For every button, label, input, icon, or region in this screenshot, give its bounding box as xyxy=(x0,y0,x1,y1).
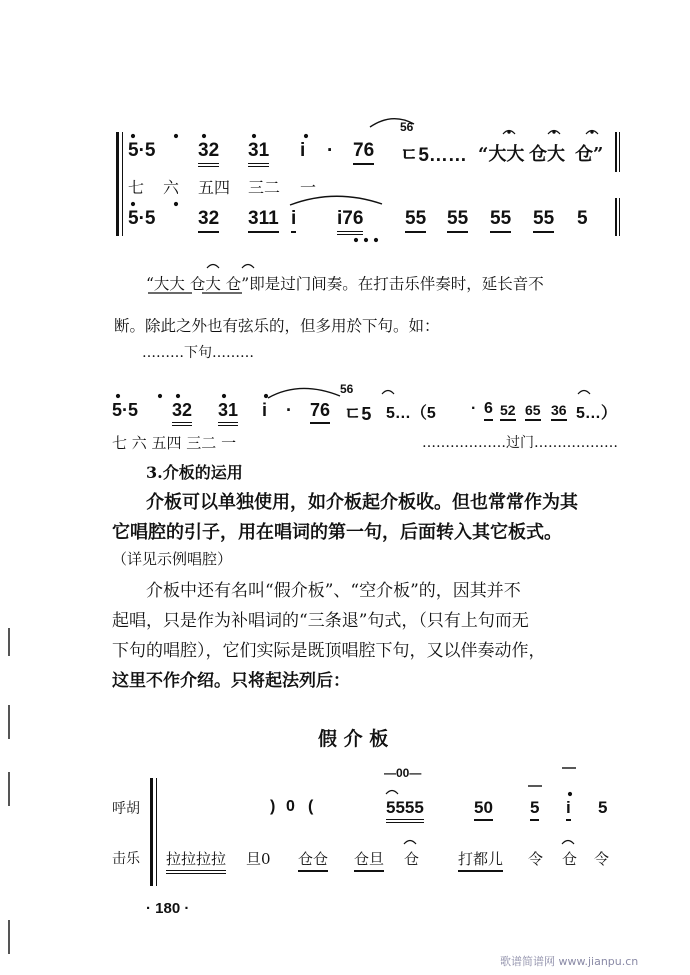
note-group: 5555 xyxy=(386,798,424,823)
note-group: ㄷ5 xyxy=(344,404,372,424)
lyric-syllable: 五四 xyxy=(198,178,231,197)
percussion-syllables: 旦0 xyxy=(246,850,271,868)
text-line: 这里不作介绍。只将起法列后： xyxy=(112,671,350,691)
lyric-syllable: 一 xyxy=(300,178,317,197)
lyric-syllable: 六 xyxy=(163,178,180,197)
instrument-label: 击乐 xyxy=(112,851,140,867)
octave-dot xyxy=(568,792,571,795)
text-line: 起唱，只是作为补唱词的“三条退”句式，（只有上句而无 xyxy=(112,611,529,631)
grace-note: 56 xyxy=(400,120,414,134)
note-group: 50 xyxy=(474,798,493,821)
note-group: 311 xyxy=(248,208,279,233)
note-group: 5 xyxy=(598,798,608,817)
note-group: 5 xyxy=(577,208,588,229)
example-title: 假 介 板 xyxy=(318,728,389,750)
note-group: 65 xyxy=(525,402,541,421)
text-line: 断。除此之外也有弦乐的，但多用於下句。如： xyxy=(114,317,440,335)
percussion-syllables: 仓 xyxy=(562,850,578,868)
note-group: 55 xyxy=(405,208,426,233)
percussion-syllables: “大大 xyxy=(478,144,525,165)
percussion-syllables: 仓 xyxy=(404,850,420,868)
note-group: 5·5 xyxy=(128,140,156,161)
note-group: 55 xyxy=(490,208,511,233)
note-group: i xyxy=(262,400,268,420)
note-group: i xyxy=(291,208,296,233)
note-group: · xyxy=(286,400,292,420)
text-line: “大大 仓大 仓”即是过门间奏。在打击乐伴奏时，延长音不 xyxy=(146,275,544,293)
note-group: 5·5 xyxy=(112,400,139,420)
fermata xyxy=(386,791,398,795)
note-group: 76 xyxy=(310,400,330,424)
note-group: i xyxy=(300,140,306,161)
note-group: 32 xyxy=(198,140,219,167)
text-line: 下句的唱腔），它们实际是既顶唱腔下句，又以伴奏动作， xyxy=(112,641,546,661)
note-group: 5·5 xyxy=(128,208,156,229)
note-group: i xyxy=(566,798,571,821)
interlude-label: ………………过门……………… xyxy=(422,435,618,451)
section-heading: 3.介板的运用 xyxy=(146,463,243,482)
text-line: ………下句……… xyxy=(142,345,254,361)
text-line: 介板可以单独使用，如介板起介板收。但也常常作为其 xyxy=(146,492,578,513)
percussion-syllables: 仓大 xyxy=(529,144,565,165)
note-group: ( xyxy=(308,798,314,815)
note-group: 6 xyxy=(484,400,493,421)
instrument-label: 呼胡 xyxy=(112,801,140,817)
percussion-syllables: 仓” xyxy=(575,144,604,165)
note-group: 32 xyxy=(198,208,219,233)
percussion-syllables: 仓旦 xyxy=(354,848,384,872)
percussion-syllables: 打都儿 xyxy=(458,848,503,872)
note-group: 32 xyxy=(172,400,192,426)
note-group: 36 xyxy=(551,402,567,421)
note-group: 31 xyxy=(218,400,238,426)
page-number: · 180 · xyxy=(146,900,190,917)
note-group: · xyxy=(471,400,477,417)
watermark: 歌谱简谱网 www.jianpu.cn xyxy=(500,955,639,968)
percussion-syllables: 令 xyxy=(594,850,610,868)
percussion-syllables: 拉拉拉拉 xyxy=(166,848,226,874)
note-group: ) xyxy=(270,798,276,815)
note-group: 31 xyxy=(248,140,269,167)
note-group: 76 xyxy=(353,140,374,165)
tremolo-mark: —00— xyxy=(384,766,422,780)
text-line: 介板中还有名叫“假介板”、“空介板”的，因其并不 xyxy=(146,581,521,601)
note-group: 5…（5 xyxy=(386,405,436,422)
percussion-syllables: 仓仓 xyxy=(298,848,328,872)
lyric-syllable: 七 xyxy=(128,178,145,197)
note-group: 0 xyxy=(286,798,295,815)
fermata xyxy=(404,841,416,845)
note-group: ㄷ5…… xyxy=(400,145,467,166)
note-group: 5…） xyxy=(576,405,617,422)
grace-note: 56 xyxy=(340,382,354,396)
lyric-syllable: 三二 xyxy=(248,178,281,197)
text-line: （详见示例唱腔） xyxy=(112,550,233,568)
note-group: 55 xyxy=(447,208,468,233)
lyric-line: 七 六 五四 三二 一 xyxy=(112,434,237,452)
note-group: 52 xyxy=(500,402,516,421)
note-group: · xyxy=(327,140,334,161)
percussion-syllables: 令 xyxy=(528,850,544,868)
text-line: 它唱腔的引子，用在唱词的第一句，后面转入其它板式。 xyxy=(112,522,562,543)
note-group: 5 xyxy=(530,798,539,821)
note-group: i76 xyxy=(337,208,363,235)
note-group: 55 xyxy=(533,208,554,233)
fermata xyxy=(562,841,574,845)
